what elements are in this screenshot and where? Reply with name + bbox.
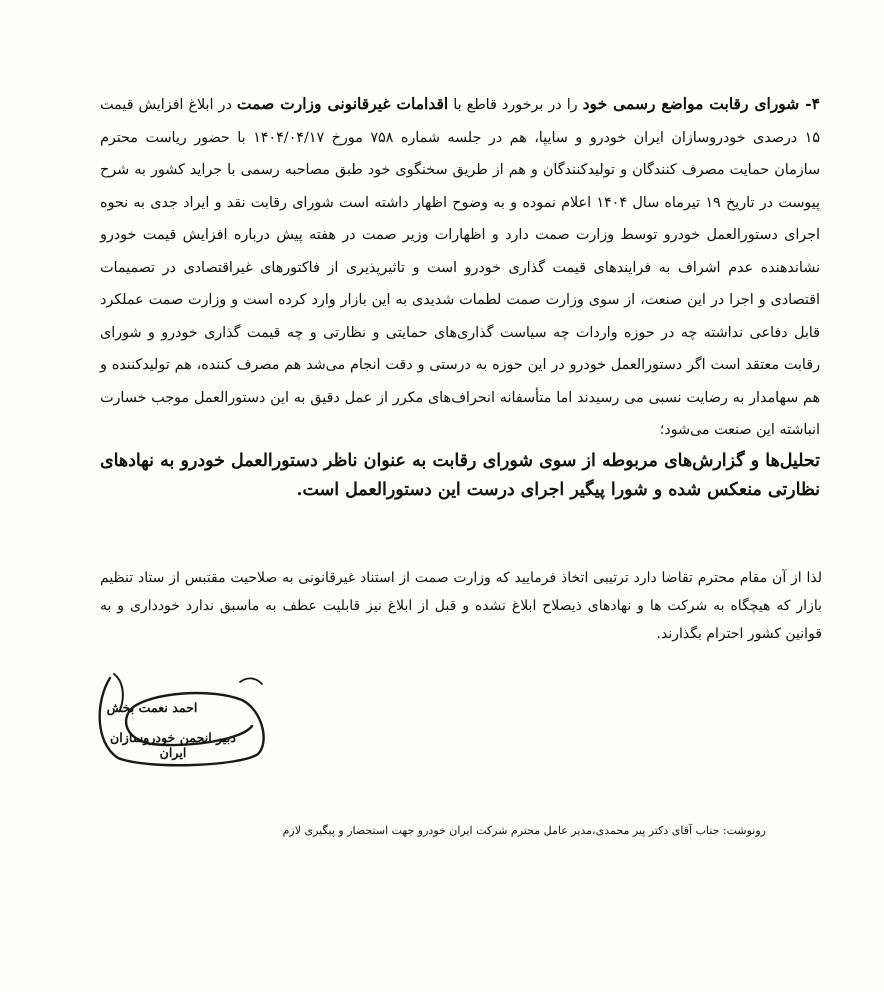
signatory-title: دبیر انجمن خودروسازان ایران xyxy=(110,730,236,760)
paragraph-text-b: در ابلاغ افزایش قیمت ۱۵ درصدی خودروسازان ایران خودرو و سایپا، هم در جلسه شماره ۷۵۸ مورخ ۱۴۰۴/۰۴/۱۷ با حضور ریاست محترم سازمان حمایت مصرف کنندگان و تولیدکنندگان و هم از طریق سخنگوی خود طبق مصاحبه رسمی با جراید کشور به شرح پیوست در تاریخ ۱۹ تیرماه سال ۱۴۰۴ اعلام نموده و به وضوح اظهار داشته است شورای رقابت نقد و ایراد جدی به نحوه اجرای دستورالعمل خودرو توسط وزارت صمت دارد و اظهارات وزیر صمت در هفته پیش درباره افزایش قیمت خودرو نشاندهنده عدم اشراف به فرایندهای قیمت گذاری خودرو است و تاثیرپذیری از فاکتورهای غیراقتصادی در تصمیمات اقتصادی و اجرا در این صنعت، از سوی وزارت صمت لطمات شدیدی به این بازار وارد کرده است و وزارت صمت عملکرد قابل دفاعی نداشته چه در حوزه واردات چه سیاست گذاری‌های حمایتی و نظارتی و چه قیمت گذاری خودرو و شورای رقابت معتقد است اگر دستورالعمل خودرو در این حوزه به درستی و دقت انجام می‌شد هم مصرف کننده، هم تولیدکننده و هم سهامدار به رضایت نسبی می رسیدند اما متأسفانه انحراف‌های مکرر از عمل دقیق به این دستورالعمل موجب خسارت انباشته این صنعت می‌شود؛ xyxy=(100,97,820,438)
emphasis-paragraph: تحلیل‌ها و گزارش‌های مربوطه از سوی شورای رقابت به عنوان ناظر دستورالعمل خودرو به نهادهای نظارتی منعکس شده و شورا پیگیر اجرای درست این دستورالعمل است. xyxy=(100,450,820,500)
carbon-copy-note: رونوشت: جناب آقای دکتر پیر محمدی،مدیر عامل محترم شرکت ایران خودرو جهت استحضار و پیگیری لازم xyxy=(282,824,766,837)
request-paragraph: لذا از آن مقام محترم تقاضا دارد ترتیبی اتخاذ فرمایید که وزارت صمت از استناد غیرقانونی به صلاحیت مقتبس از ستاد تنظیم بازار که هیچگاه به شرکت ها و نهادهای ذیصلاح ابلاغ نشده و قبل از ابلاغ نیز قابلیت عطف به ماسبق ندارد خودداری و به قوانین کشور احترام بگذارند. xyxy=(100,570,822,642)
signatory-name: احمد نعمت بخش xyxy=(106,700,198,715)
paragraph-competition-council xyxy=(100,88,820,447)
paragraph-text-a: را در برخورد قاطع با xyxy=(448,97,583,113)
letter-body xyxy=(100,88,820,505)
bold-mid-text: اقدامات غیرقانونی وزارت صمت xyxy=(236,94,449,113)
bold-lead-text: ۴- شورای رقابت مواضع رسمی خود xyxy=(582,94,820,113)
